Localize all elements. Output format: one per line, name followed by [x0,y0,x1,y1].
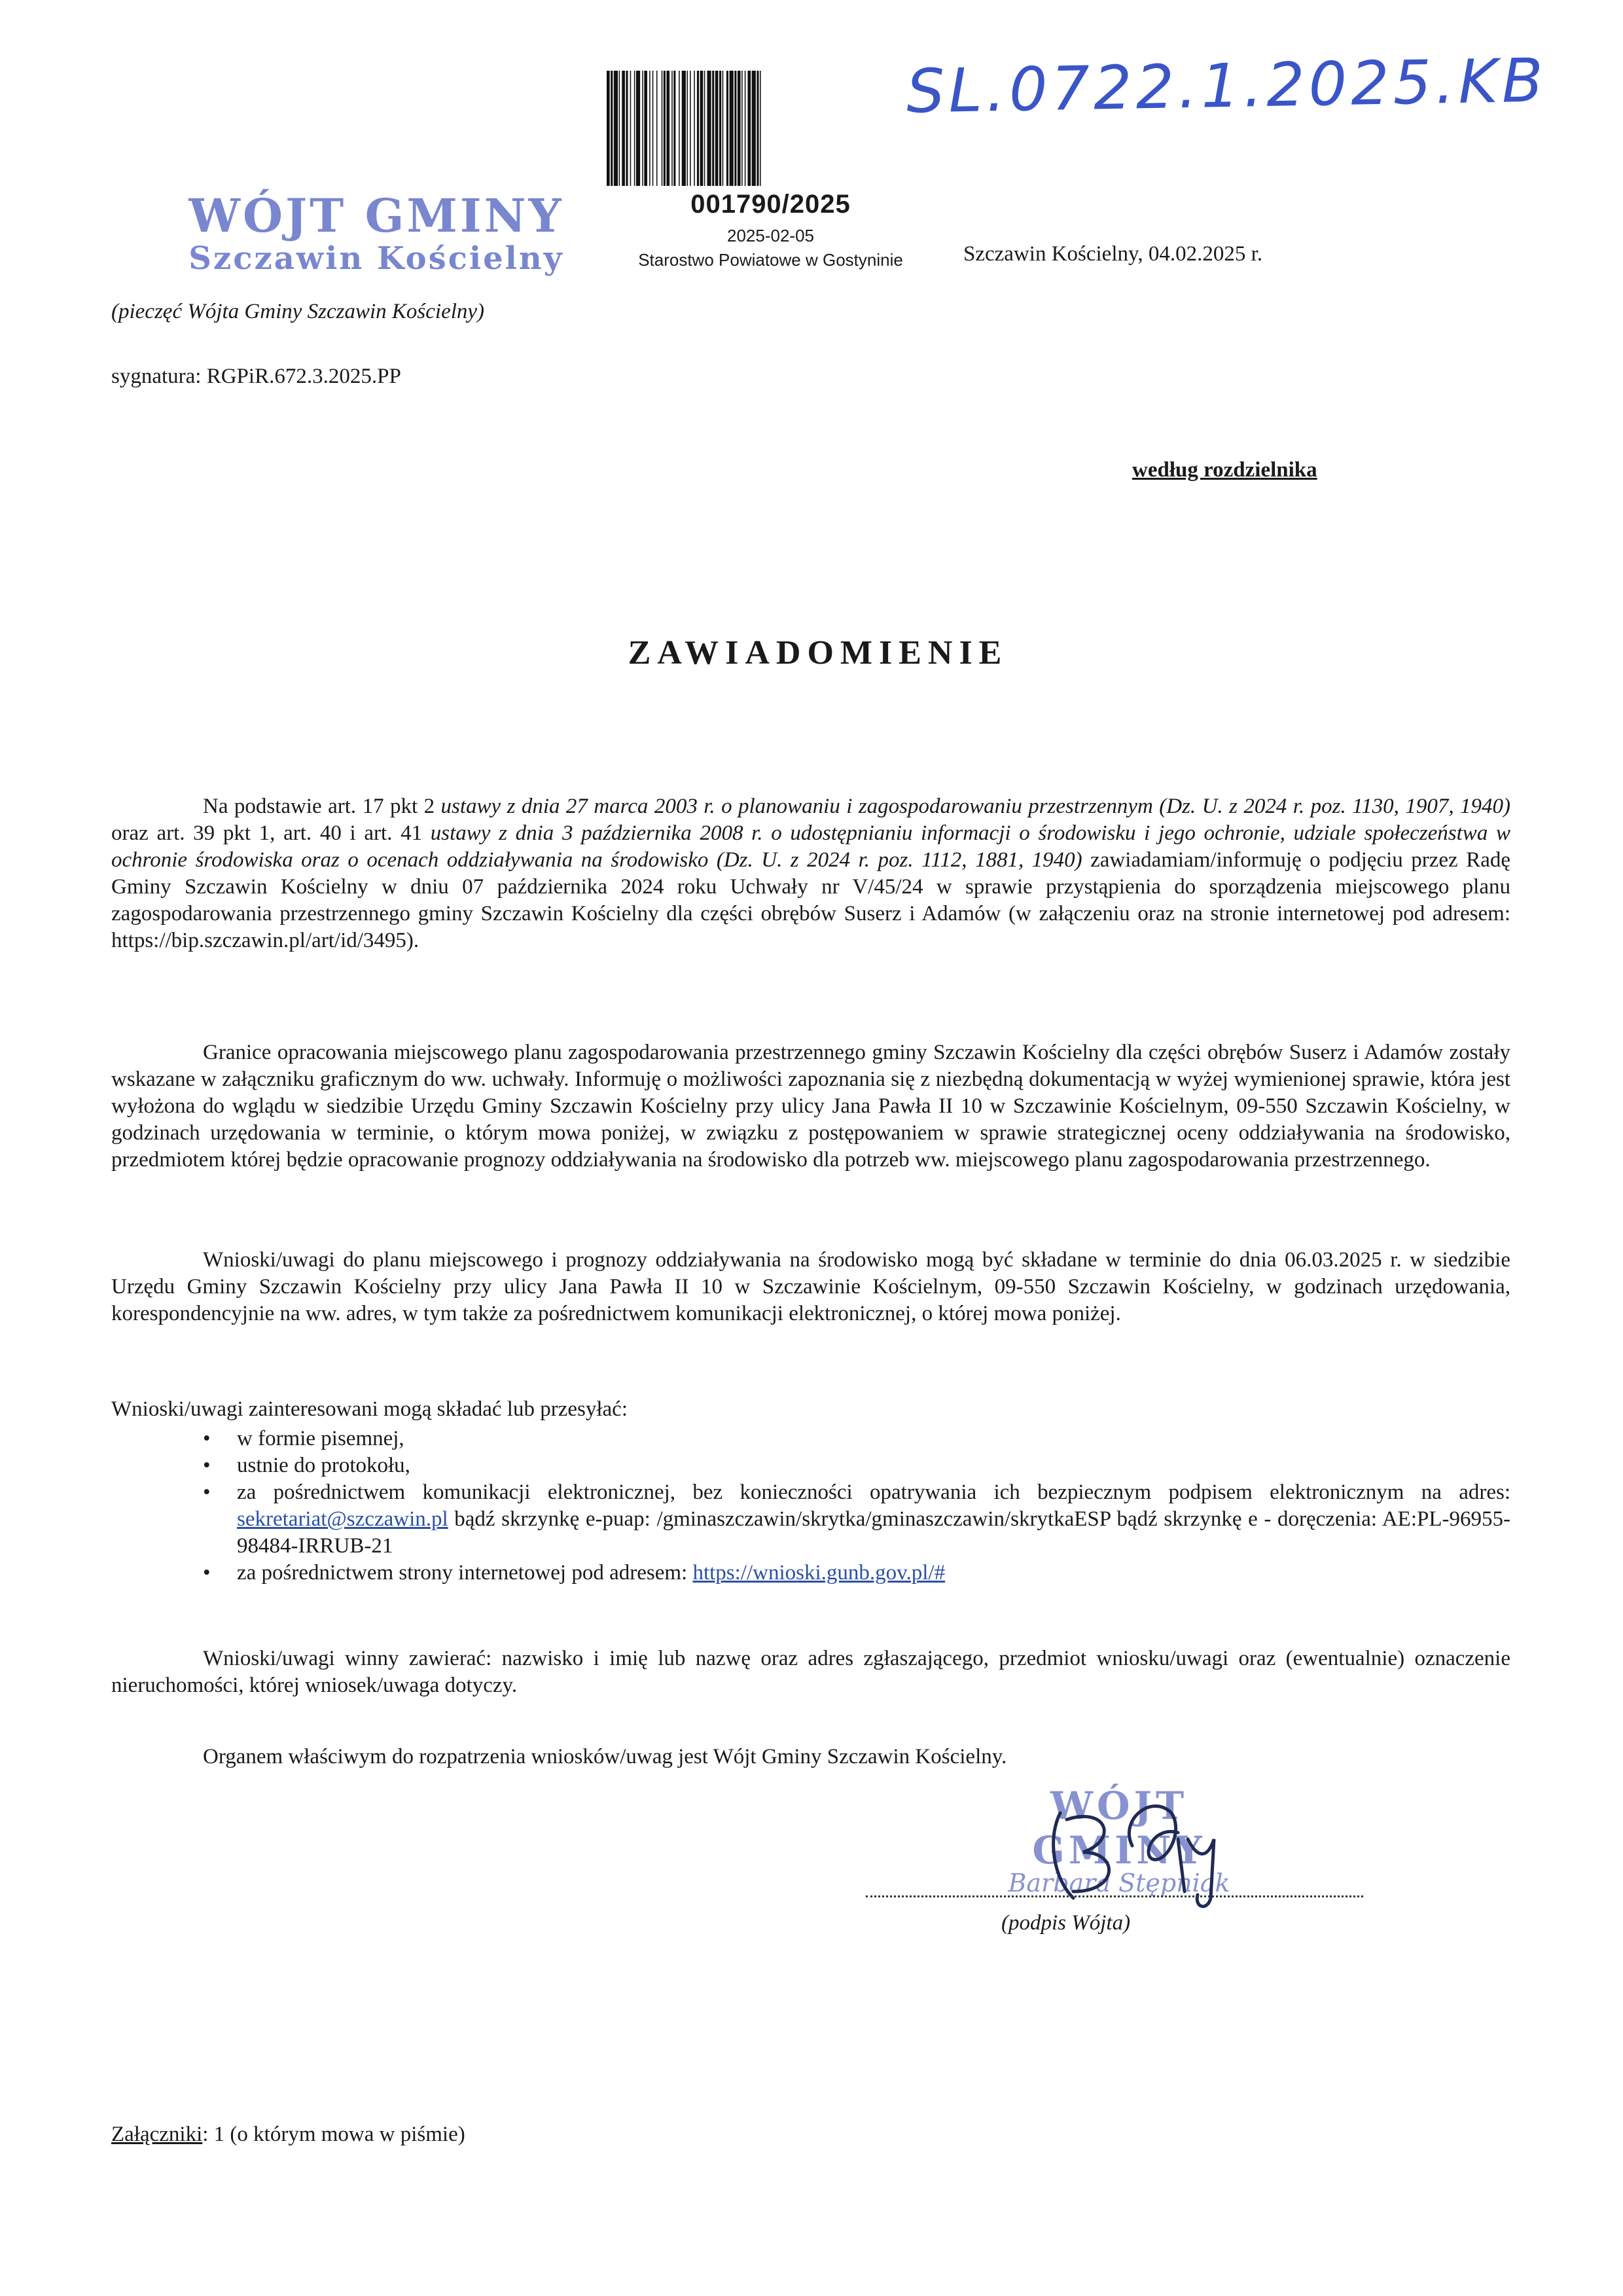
barcode-bar [697,71,699,186]
case-signature: sygnatura: RGPiR.672.3.2025.PP [111,365,401,388]
barcode-bar [747,71,751,186]
barcode-bar [666,71,669,186]
p1-text-e: zawiadamiam/informuję o podjęciu przez Radę Gminy Szczawin Kościelny w dniu 07 października 2024 roku Uchwały nr V/45/24 w sprawie przystąpienia do sporządzenia miejscowego planu zagospodarowania przestrzennego gminy Szczawin Kościelny dla części obrębów Suserz i Adamów (w załączeniu oraz na stronie internetowej pod adresem: https://bip.szczawin.pl/art/id/3495). [111,848,1510,952]
barcode-bar [634,71,635,186]
place-and-date: Szczawin Kościelny, 04.02.2025 r. [963,242,1263,266]
stamp-municipality: Szczawin Kościelny [188,240,564,277]
barcode-bar [642,71,643,186]
barcode-bar [715,71,719,186]
barcode-bar [607,71,610,186]
barcode-bar [656,71,658,186]
barcode-bar [730,71,734,186]
p1-environment-act: ustawy z dnia 3 października 2008 r. o udostępnianiu informacji o środowisku i jego ochronie, udziale społeczeństwa w ochronie środowiska oraz o ocenach oddziaływania na środowisko (Dz. U. z 2024 r. poz. 1112, 1881, 1940) [111,821,1510,872]
recipients-note: według rozdzielnika [1132,458,1317,482]
paragraph-competent-authority: Organem właściwym do rozpatrzenia wniosków/uwag jest Wójt Gminy Szczawin Kościelny. [203,1745,1007,1768]
barcode [605,71,936,186]
barcode-bar [644,71,647,186]
method-written: w formie pisemnej, [237,1427,404,1450]
handwritten-case-number: SL.0722.1.2025.KB [906,45,1548,127]
list-item [203,1560,1510,1587]
attachments-note [111,2123,465,2147]
methods-list [111,1426,1510,1587]
signature-line [866,1895,1363,1897]
method-oral: ustnie do protokołu, [237,1454,410,1477]
barcode-bar [694,71,695,186]
signature-caption: (podpis Wójta) [1001,1911,1131,1935]
bullet-icon: • [203,1480,211,1504]
list-item [203,1452,1510,1479]
barcode-bar [636,71,640,186]
barcode-bar [682,71,686,186]
stamp-title: WÓJT GMINY [188,188,564,243]
paragraph-legal-basis [111,793,1510,954]
barcode-bar [664,71,666,186]
bullet-icon: • [203,1427,211,1450]
p1-text-c: oraz art. 39 pkt 1, art. 40 i art. 41 [111,821,431,845]
signature-stamp-title: WÓJT GMINY [1032,1784,1206,1873]
barcode-bar [719,71,721,186]
paragraph-submission-deadline: Wnioski/uwagi do planu miejscowego i prognozy oddziaływania na środowisko mogą być składane w terminie do dnia 06.03.2025 r. w siedzibie Urzędu Gminy Szczawin Kościelny przy ulicy Jana Pawła II 10 w Szczawinie Kościelnym, 09-550 Szczawin Kościelny, w godzinach urzędowania, korespondencyjnie na ww. adres, w tym także za pośrednictwem komunikacji elektronicznej, o której mowa poniżej. [111,1248,1510,1325]
barcode-bar [673,71,675,186]
barcode-bar [757,71,758,186]
barcode-bar [626,71,628,186]
document-title: ZAWIADOMIENIE [628,634,1008,672]
list-item [203,1426,1510,1452]
barcode-bar [679,71,680,186]
barcode-bar [662,71,663,186]
p1-text-a: Na podstawie art. 17 pkt 2 [203,795,441,818]
registration-date: 2025-02-05 [727,226,814,245]
barcode-bar [611,71,613,186]
registration-number: 001790/2025 [690,190,851,219]
signature-stamp-name: Barbara Stępniak [1008,1869,1230,1897]
method-electronic: za pośrednictwem komunikacji elektronicznej, bez konieczności opatrywania ich bezpiecznym podpisem elektronicznym na adres: [237,1480,1510,1504]
barcode-bar [707,71,711,186]
email-link[interactable]: sekretariat@szczawin.pl [237,1507,448,1531]
barcode-bar [630,71,632,186]
barcode-bar [745,71,746,186]
submission-methods [111,1396,1510,1587]
barcode-bar [687,71,688,186]
barcode-bar [619,71,620,186]
barcode-bar [671,71,673,186]
barcode-bar [734,71,736,186]
office-stamp [187,188,566,277]
barcode-bar [738,71,741,186]
barcode-bar [726,71,728,186]
barcode-bar [712,71,714,186]
registration-office: Starostwo Powiatowe w Gostyninie [638,250,903,270]
attachments-label: Załączniki [111,2123,203,2146]
list-item [203,1479,1510,1560]
barcode-bar [652,71,654,186]
method-electronic-epuap: bądź skrzynkę e-puap: /gminaszczawin/skrytka/gminaszczawin/skrytkaESP bądź skrzynkę e - doręczenia: AE:PL-96955-98484-IRRUB-21 [237,1507,1510,1558]
barcode-bar [614,71,618,186]
attachments-text: : 1 (o którym mowa w piśmie) [202,2123,465,2146]
website-link[interactable]: https://wnioski.gunb.gov.pl/# [692,1561,946,1585]
paragraph-plan-boundaries: Granice opracowania miejscowego planu zagospodarowania przestrzennego gminy Szczawin Kościelny dla części obrębów Suserz i Adamów zostały wskazane w załączniku graficznym do ww. uchwały. Informuję o możliwości zapoznania się z niezbędną dokumentacją w wyżej wymienionej sprawie, która jest wyłożona do wglądu w siedzibie Urzędu Gminy Szczawin Kościelny przy ulicy Jana Pawła II 10 w Szczawinie Kościelnym, 09-550 Szczawin Kościelny, w godzinach urzędowania w terminie, o którym mowa poniżej, w związku z postępowaniem w sprawie strategicznej oceny oddziaływania na środowisko, przedmiotem której będzie opracowanie prognozy oddziaływania na środowisko dla potrzeb ww. miejscowego planu zagospodarowania przestrzennego. [111,1041,1510,1172]
barcode-bar [722,71,724,186]
seal-caption: (pieczęć Wójta Gminy Szczawin Kościelny) [111,300,485,323]
barcode-bar [622,71,625,186]
barcode-bar [690,71,691,186]
bullet-icon: • [203,1561,211,1585]
paragraph-required-content: Wnioski/uwagi winny zawierać: nazwisko i imię lub nazwę oraz adres zgłaszającego, przedmiot wniosku/uwagi oraz (ewentualnie) oznaczenie nieruchomości, której wniosek/uwaga dotyczy. [111,1647,1510,1697]
method-website: za pośrednictwem strony internetowej pod adresem: [237,1561,693,1585]
barcode-bar [752,71,756,186]
methods-intro: Wnioski/uwagi zainteresowani mogą składać lub przesyłać: [111,1397,628,1421]
barcode-bar [649,71,651,186]
bullet-icon: • [203,1454,211,1477]
barcode-bar [741,71,743,186]
p1-planning-act: ustawy z dnia 27 marca 2003 r. o planowaniu i zagospodarowaniu przestrzennym (Dz. U. z 2024 r. poz. 1130, 1907, 1940) [440,795,1510,818]
barcode-bar [760,71,761,186]
barcode-bar [700,71,704,186]
barcode-bar [704,71,705,186]
